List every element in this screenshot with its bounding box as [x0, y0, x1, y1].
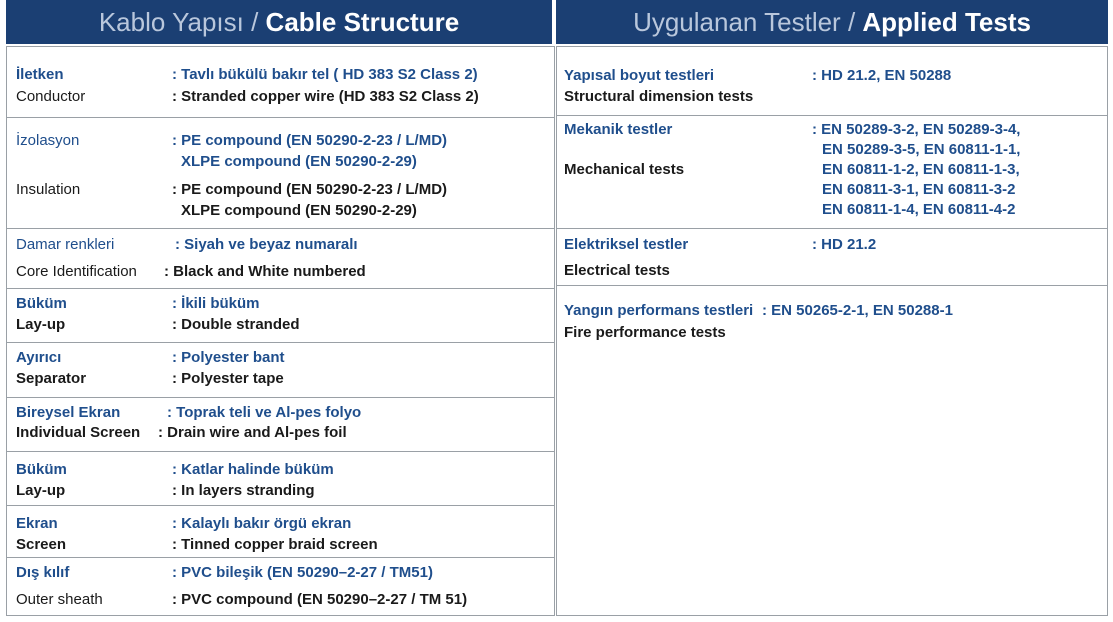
test-standards: : HD 21.2, EN 50288 [812, 67, 952, 84]
header-title-tr: Uygulanan Testler [633, 6, 841, 37]
en-value: : Tinned copper braid screen [172, 536, 378, 553]
structure-row-separator [7, 342, 554, 398]
test-standards-line: EN 60811-1-4, EN 60811-4-2 [822, 201, 1016, 218]
en-label: Conductor [16, 88, 86, 105]
structure-row-lay-up-layers [7, 451, 554, 506]
test-standards-line: : EN 50289-3-2, EN 50289-3-4, [812, 121, 1021, 138]
tr-label: Elektriksel testler [564, 236, 689, 253]
test-row-fire-performance [557, 285, 1107, 615]
test-standards-line: EN 60811-1-2, EN 60811-1-3, [822, 161, 1020, 178]
tr-value: : Tavlı bükülü bakır tel ( HD 383 S2 Class 2) [172, 66, 478, 83]
test-standards-line: EN 60811-3-1, EN 60811-3-2 [822, 181, 1016, 198]
tr-value: : Kalaylı bakır örgü ekran [172, 515, 352, 532]
structure-row-individual-screen [7, 397, 554, 452]
en-value: : Polyester tape [172, 370, 284, 387]
header-separator: / [840, 6, 863, 37]
tr-value: : Toprak teli ve Al-pes folyo [167, 404, 362, 421]
tr-value: : İkili büküm [172, 295, 260, 312]
en-value-2: XLPE compound (EN 50290-2-29) [181, 202, 417, 219]
tr-value: : Katlar halinde büküm [172, 461, 334, 478]
en-label: Screen [16, 536, 67, 553]
en-label: Structural dimension tests [564, 88, 754, 105]
tr-label: Yangın performans testleri [564, 302, 754, 319]
tr-value: : Siyah ve beyaz numaralı [175, 236, 358, 253]
en-label: Mechanical tests [564, 161, 685, 178]
tr-label: Ayırıcı [16, 349, 62, 366]
applied-tests-header [556, 0, 1108, 44]
en-value: : Drain wire and Al-pes foil [158, 424, 347, 441]
test-row-structural-dimension [557, 47, 1107, 116]
test-standards: : EN 50265-2-1, EN 50288-1 [762, 302, 953, 319]
structure-row-insulation [7, 117, 554, 229]
structure-row-conductor [7, 47, 554, 118]
test-standards: : HD 21.2 [812, 236, 877, 253]
header-title-en: Applied Tests [862, 6, 1031, 37]
en-label: Core Identification [16, 263, 137, 280]
en-label: Individual Screen [16, 424, 141, 441]
en-label: Lay-up [16, 482, 66, 499]
header-separator: / [243, 6, 266, 37]
tr-value: : PE compound (EN 50290-2-23 / L/MD) [172, 132, 448, 149]
en-label: Outer sheath [16, 591, 103, 608]
header-title-tr: Kablo Yapısı [98, 6, 244, 37]
en-label: Electrical tests [564, 262, 670, 279]
applied-tests-panel [556, 46, 1108, 616]
cable-structure-header [6, 0, 552, 44]
en-value: : In layers stranding [172, 482, 315, 499]
en-value: : Double stranded [172, 316, 300, 333]
tr-label: Damar renkleri [16, 236, 115, 253]
header-title-en: Cable Structure [265, 6, 460, 37]
tr-label: Büküm [16, 461, 67, 478]
en-value: : PVC compound (EN 50290–2-27 / TM 51) [172, 591, 468, 608]
test-standards-line: EN 50289-3-5, EN 60811-1-1, [822, 141, 1021, 158]
tr-value-2: XLPE compound (EN 50290-2-29) [181, 153, 417, 170]
en-label: Separator [16, 370, 87, 387]
tr-label: Büküm [16, 295, 67, 312]
en-label: Insulation [16, 181, 81, 198]
structure-row-lay-up [7, 288, 554, 343]
structure-row-core-identification [7, 228, 554, 289]
en-value: : Stranded copper wire (HD 383 S2 Class 2) [172, 88, 479, 105]
tr-label: İletken [16, 66, 64, 83]
tr-value: : PVC bileşik (EN 50290–2-27 / TM51) [172, 564, 433, 581]
tr-label: Ekran [16, 515, 58, 532]
test-row-electrical [557, 228, 1107, 286]
test-row-mechanical [557, 115, 1107, 229]
tr-label: Yapısal boyut testleri [564, 67, 715, 84]
structure-row-screen [7, 505, 554, 558]
cable-structure-panel [6, 46, 555, 616]
tr-label: Mekanik testler [564, 121, 673, 138]
structure-row-outer-sheath [7, 557, 554, 615]
tr-value: : Polyester bant [172, 349, 285, 366]
en-value: : Black and White numbered [164, 263, 366, 280]
en-label: Lay-up [16, 316, 66, 333]
en-label: Fire performance tests [564, 324, 726, 341]
tr-label: İzolasyon [16, 132, 80, 149]
tr-label: Bireysel Ekran [16, 404, 121, 421]
en-value: : PE compound (EN 50290-2-23 / L/MD) [172, 181, 448, 198]
tr-label: Dış kılıf [16, 564, 70, 581]
